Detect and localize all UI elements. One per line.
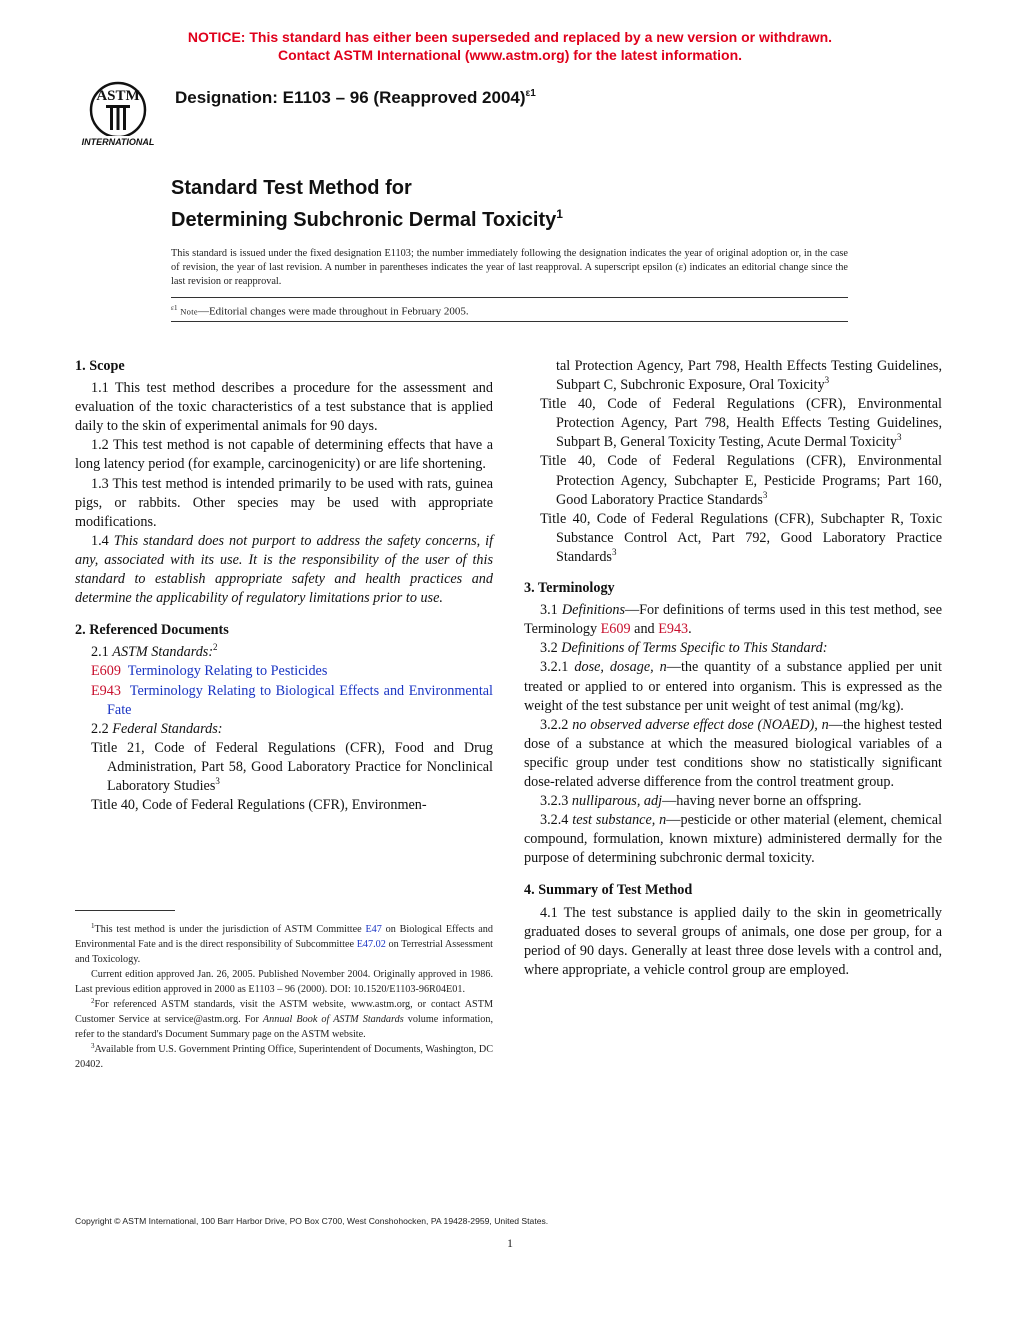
section-4-heading: 4. Summary of Test Method [524,882,693,899]
left-column [75,357,493,815]
editorial-note-label: Note [180,306,198,317]
ref-title-40d-footnote-ref: 3 [611,546,617,557]
document-title [171,175,563,233]
para-3-2-italic: Definitions of Terms Specific to This Standard: [561,640,828,657]
para-3-2-1-italic: dose, dosage, n [574,659,667,676]
footnote-1-marker: 1 [91,922,95,930]
para-1-1: 1.1 This test method describes a procedure for the assessment and evaluation of the toxic characteristics of a test substance that is applied daily to the skin of experimental animals for 90 days. [75,380,493,435]
para-1-4-italic: This standard does not purport to address the safety concerns, if any, associated with its use. It is the responsibility of the user of this standard to establish appropriate safety and health practices and determine the applicability of regulatory limitations prior to use. [75,532,494,607]
para-3-2-1 [524,658,942,715]
ref-title-40b [524,395,942,452]
federal-standards-label: Federal Standards: [112,720,223,737]
astm-international-logo [76,78,160,150]
section-2-heading: 2. Referenced Documents [75,622,229,639]
footnote-rule [75,910,175,911]
footnote-1 [75,922,493,967]
para-3-1-italic: Definitions [561,602,625,619]
ref-title-40b-footnote-ref: 3 [897,432,902,443]
para-3-2-1-text: —the quantity of a substance applied per unit treated or applied to or entered into organism. This is expressed as the weight of the test substance per unit weight of test animal (mg/kg). [524,659,942,714]
ref-title-40a-text: tal Protection Agency, Part 798, Health Effects Testing Guidelines, Subpart C, Subchronic Exposure, Oral Toxicity [556,358,942,394]
designation-epsilon: ε1 [525,88,536,99]
para-1-4 [75,532,493,608]
ref-title-21 [75,739,493,796]
para-3-2-2-italic: no observed adverse effect dose (NOAED), n [572,716,829,733]
ref-title-40a-start: Title 40, Code of Federal Regulations (CFR), Environmen- [91,797,427,814]
section-3-heading: 3. Terminology [524,580,615,597]
ref-title-40d [524,510,942,567]
astm-standards-footnote-ref: 2 [213,642,218,653]
para-3-2 [524,639,942,658]
para-3-1-num: 3.1 [540,602,562,619]
editorial-note-text: —Editorial changes were made throughout in February 2005. [197,305,469,318]
title-line-2 [171,201,563,233]
para-3-1-end: . [688,621,692,638]
ref-title-40c-text: Title 40, Code of Federal Regulations (CFR), Environmental Protection Agency, Subchapter E, Pesticide Programs; Part 160, Good Laboratory Practice Standards [540,453,942,508]
footnote-1-link-e47[interactable]: E47 [365,924,382,935]
astm-logo-mark [76,78,160,150]
editorial-note-epsilon: ε1 [171,304,178,312]
footnote-1-link-e4702[interactable]: E47.02 [356,939,386,950]
para-2-2 [75,720,493,739]
logo-wordmark: INTERNATIONAL [81,137,155,147]
ref-title-21-footnote-ref: 3 [215,775,220,786]
title-line-1: Standard Test Method for [171,177,412,199]
para-3-1-and: and [630,621,659,638]
astm-standards-label: ASTM Standards: [112,644,214,661]
link-e943[interactable]: E943 [658,621,689,638]
ref-e943 [75,682,493,720]
para-3-2-4-italic: test substance, n [572,812,667,829]
para-1-2: 1.2 This test method is not capable of determining effects that have a long latency period (for example, carcinogenicity) or are life shortening. [75,437,493,473]
link-e609[interactable]: E609 [600,621,631,638]
ref-title-40b-text: Title 40, Code of Federal Regulations (CFR), Environmental Protection Agency, Part 798, Health Effects Testing Guidelines, Subpart B, General Toxicity Testing, Acute Dermal Toxicity [540,396,942,451]
footnote-2-marker: 2 [91,997,95,1005]
para-3-2-3-num: 3.2.3 [540,793,572,810]
divider-top [171,297,848,298]
para-3-2-3 [524,792,942,811]
ref-title-40a-footnote-ref: 3 [824,375,830,386]
ref-title-40c [524,452,942,509]
logo-letters: ASTM [96,88,140,104]
footnote-1-text-a: This test method is under the jurisdiction of ASTM Committee [94,924,366,935]
footnote-3-marker: 3 [91,1042,95,1050]
title-line-2-text: Determining Subchronic Dermal Toxicity [171,209,557,231]
para-3-2-4 [524,811,942,868]
ref-title-40d-text: Title 40, Code of Federal Regulations (CFR), Subchapter R, Toxic Substance Control Act, Part 792, Good Laboratory Practice Standards [540,510,942,565]
ref-title-40c-footnote-ref: 3 [762,489,768,500]
notice-line-1: NOTICE: This standard has either been superseded and replaced by a new version or withdrawn. [187,29,833,45]
para-3-2-2-num: 3.2.2 [540,716,573,733]
page-number: 1 [507,1236,513,1250]
para-3-2-4-text: —pesticide or other material (element, chemical compound, formulation, known mixture) administered dermally for the purpose of determining subchronic dermal toxicity. [524,812,943,867]
editorial-note [171,304,469,318]
ref-e609-title[interactable]: Terminology Relating to Pesticides [127,663,328,680]
para-3-2-3-text: —having never borne an offspring. [662,793,862,810]
footnote-2-text-a: For referenced ASTM standards, visit the ASTM website, www.astm.org, or contact ASTM Customer Service at service@astm.org. For [75,999,493,1025]
title-footnote-ref: 1 [556,207,563,221]
para-3-1 [524,601,942,639]
para-2-2-num: 2.2 [91,720,113,737]
section-1-heading: 1. Scope [75,358,125,374]
supersede-notice [0,28,1020,64]
designation-text: Designation: E1103 – 96 (Reapproved 2004) [175,88,526,107]
footnote-1-text-b: on Biological Effects and Environmental Fate and is the direct responsibility of Subcommittee [75,924,493,950]
ref-e943-title[interactable]: Terminology Relating to Biological Effects and Environmental Fate [107,682,494,718]
issuance-statement: This standard is issued under the fixed designation E1103; the number immediately following the designation indicates the year of original adoption or, in the case of revision, the year of last revision. A number in parentheses indicates the year of last reapproval. A superscript epsilon (ε) indicates an editorial change since the last revision or reapproval. [171,248,848,287]
para-2-1-num: 2.1 [91,644,113,661]
para-4-1: 4.1 The test substance is applied daily to the skin in geometrically graduated doses to several groups of animals, one dose per group, for a period of 90 days. Generally at least three dose levels with a control and, where appropriate, a vehicle control group are employed. [524,904,942,978]
para-3-2-2-text: —the highest tested dose of a substance at which the measured biological variables of a specific group under test conditions show no statistically significant dose-related adverse difference from the control treatment group. [524,716,943,790]
footnote-2 [75,997,493,1042]
ref-e609 [75,662,493,681]
para-3-2-num: 3.2 [540,640,562,657]
notice-line-2: Contact ASTM International (www.astm.org) for the latest information. [277,47,743,63]
ref-e609-code[interactable]: E609 [91,663,121,680]
para-1-4-num: 1.4 [91,532,114,549]
footnote-3-text: Available from U.S. Government Printing Office, Superintendent of Documents, Washington, DC 20402. [75,1044,493,1070]
footnotes [75,922,493,1072]
right-column [524,357,942,980]
ref-title-40a-cont [524,357,942,395]
para-3-2-2 [524,716,942,792]
para-3-2-4-num: 3.2.4 [540,812,573,829]
footnote-3 [75,1042,493,1072]
ref-e943-code[interactable]: E943 [91,682,121,699]
para-2-1 [75,643,493,662]
copyright: Copyright © ASTM International, 100 Barr Harbor Drive, PO Box C700, West Conshohocken, PA 19428-2959, United States. [75,1216,549,1226]
designation [175,88,536,108]
para-3-2-3-italic: nulliparous, adj [571,793,663,810]
footnote-1-edition: Current edition approved Jan. 26, 2005. Published November 2004. Originally approved in 1986. Last previous edition approved in 2000 as E1103 – 96 (2000). DOI: 10.1520/E1103-96R04E01. [75,969,493,995]
para-1-3: 1.3 This test method is intended primarily to be used with rats, guinea pigs, or rabbits. Other species may be used with appropriate modifications. [75,475,493,530]
para-3-2-1-num: 3.2.1 [540,659,575,676]
para-3-1-text: —For definitions of terms used in this test method, see Terminology [524,602,942,638]
footnote-1-text-c: on Terrestrial Assessment and Toxicology. [75,939,493,965]
ref-title-21-text: Title 21, Code of Federal Regulations (CFR), Food and Drug Administration, Part 58, Good Laboratory Practice for Nonclinical Laboratory Studies [91,739,493,794]
divider-bottom [171,321,848,322]
footnote-2-italic: Annual Book of ASTM Standards [262,1014,404,1025]
footnote-2-text-b: volume information, refer to the standard's Document Summary page on the ASTM website. [75,1014,493,1040]
